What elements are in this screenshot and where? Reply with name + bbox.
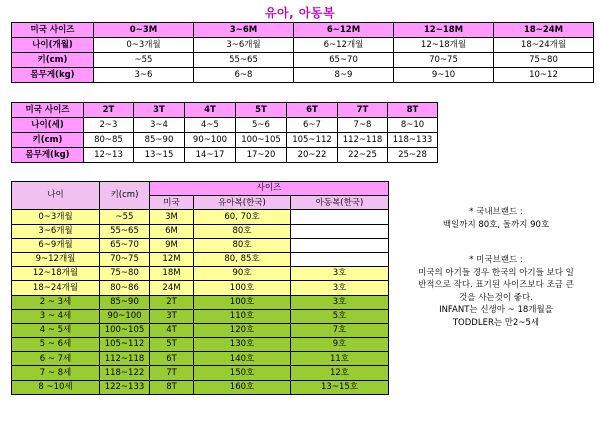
table-cell: 85~90 [100,295,150,309]
table-cell: 80호 [194,238,291,252]
table-row [12,338,389,352]
table-row [12,133,438,148]
table-cell: 100~105 [236,133,287,148]
table-cell: 22~25 [338,148,388,163]
table-cell: 8 ~10세 [12,380,100,394]
table-cell: 18~24개월 [12,281,100,295]
table-cell: 3호 [291,295,389,309]
table-cell: 80호 [194,224,291,238]
table-row [12,148,438,163]
size-header-cell: 7T [338,103,388,118]
row-header-cell: 몸무게(kg) [12,148,84,163]
table-cell: 70~75 [100,252,150,266]
row-header-cell: 미국 사이즈 [12,103,84,118]
table-cell: 150호 [194,366,291,380]
table-row [12,380,389,394]
table-cell: 8T [150,380,194,394]
table-cell: 3 ~ 4세 [12,309,100,323]
table-cell: ~55 [94,53,194,68]
table-cell: 100호 [194,281,291,295]
table-cell: 2 ~ 3세 [12,295,100,309]
table-cell: 118~133 [388,133,438,148]
size-header-cell: 8T [388,103,438,118]
table-cell: 0~3개월 [12,210,100,224]
table-cell: 9~12개월 [12,252,100,266]
table-cell: 7 ~ 8세 [12,366,100,380]
table-cell: 90~100 [185,133,236,148]
table-cell: 8~9 [294,68,394,83]
table-cell: 75~80 [100,267,150,281]
table-cell: 17~20 [236,148,287,163]
table-row [12,366,389,380]
table-row [12,224,389,238]
table-cell: 4 ~ 5세 [12,323,100,337]
table-cell: 105~112 [287,133,338,148]
table-cell: 5T [150,338,194,352]
size-header-cell: 4T [185,103,236,118]
table-row [12,252,389,266]
table-cell: 7T [150,366,194,380]
size-header-cell: 6T [287,103,338,118]
table-cell: 10~12 [494,68,594,83]
table-row [12,210,389,224]
col-header-age: 나이 [12,182,100,210]
table-row [12,53,594,68]
us-brand-line: 미국의 아기들 경우 한국의 아기들 보다 일 [418,267,574,278]
size-header-cell: 12~18M [394,23,494,38]
table-cell: 122~133 [100,380,150,394]
table-row [12,68,594,83]
table-cell: 5~6 [236,118,287,133]
us-brand-note [392,254,600,329]
table-row [12,238,389,252]
table-cell: ~55 [100,210,150,224]
table-cell: 25~28 [388,148,438,163]
table-cell: 65~70 [100,238,150,252]
table-cell: 11호 [291,352,389,366]
size-header-cell: 2T [84,103,134,118]
table-cell: 90호 [194,267,291,281]
table-cell: 6~8 [194,68,294,83]
domestic-brand-note [398,206,594,231]
size-header-cell: 3~6M [194,23,294,38]
table-cell: 2T [150,295,194,309]
table-cell: 130호 [194,338,291,352]
size-header-cell: 3T [134,103,185,118]
row-header-cell: 키(cm) [12,53,94,68]
table-cell: 18~24개월 [494,38,594,53]
size-header-cell: 18~24M [494,23,594,38]
table-cell: 18M [150,267,194,281]
size-header-cell: 6~12M [294,23,394,38]
table-row [12,281,389,295]
table-cell: 75~80 [494,53,594,68]
row-header-cell: 나이(개월) [12,38,94,53]
table-cell: 12~13 [84,148,134,163]
table-cell: 12M [150,252,194,266]
table-cell: 12~18개월 [12,267,100,281]
col-header-size: 사이즈 [150,182,389,196]
table-row [12,323,389,337]
table-row [12,267,389,281]
col-header-infant-kr: 유아복(한국) [194,196,291,210]
table-cell: 24M [150,281,194,295]
table-cell [291,252,389,266]
table-cell: 3~6 [94,68,194,83]
table-cell: 120호 [194,323,291,337]
page-title: 유아, 아동복 [264,6,336,20]
table-cell: 3M [150,210,194,224]
table-cell: 3호 [291,281,389,295]
table-row [12,38,594,53]
table-cell: 80~86 [100,281,150,295]
table-cell: 100호 [194,295,291,309]
table-cell [291,238,389,252]
table-cell: 100~105 [100,323,150,337]
table-cell: 80, 85호 [194,252,291,266]
table-cell: 55~65 [100,224,150,238]
domestic-brand-title: * 국내브랜드 : [469,207,523,217]
table-row [12,118,438,133]
size-header-cell: 0~3M [94,23,194,38]
row-header-cell: 키(cm) [12,133,84,148]
header-row [12,103,438,118]
domestic-brand-text: 백일까지 80호, 돌까지 90호 [442,219,550,230]
size-comparison-table [11,181,389,395]
table-cell: 70~75 [394,53,494,68]
table-cell: 3호 [291,267,389,281]
table-cell: 9M [150,238,194,252]
table-cell: 6M [150,224,194,238]
us-brand-line: TODDLER는 만2~5세 [452,317,540,328]
table-cell: 3~4 [134,118,185,133]
table-cell: 14~17 [185,148,236,163]
us-brand-line: 반적으로 작다. 표기된 사이즈보다 조금 큰 [418,280,574,290]
table-cell: 6~9개월 [12,238,100,252]
table-cell: 20~22 [287,148,338,163]
table-cell: 105~112 [100,338,150,352]
table-cell: 7호 [291,323,389,337]
table-cell: 3~6개월 [12,224,100,238]
table-cell: 8~10 [388,118,438,133]
col-header-us: 미국 [150,196,194,210]
row-header-cell: 미국 사이즈 [12,23,94,38]
table-cell [291,224,389,238]
table-cell: 13~15호 [291,380,389,394]
table-cell: 6~7 [287,118,338,133]
row-header-cell: 나이(세) [12,118,84,133]
table-cell: 140호 [194,352,291,366]
table-cell: 80~85 [84,133,134,148]
table-cell: 12~18개월 [394,38,494,53]
table-cell: 112~118 [338,133,388,148]
table-cell: 118~122 [100,366,150,380]
size-header-cell: 5T [236,103,287,118]
us-brand-title: * 미국브랜드 : [469,255,523,265]
table-cell: 3T [150,309,194,323]
table-cell: 9호 [291,338,389,352]
table-row [12,352,389,366]
table-cell: 4~5 [185,118,236,133]
table-cell: 6T [150,352,194,366]
col-header-child-kr: 아동복(한국) [291,196,389,210]
toddler-size-table [11,102,438,163]
us-brand-line: INFANT는 신생아 ~ 18개월을 [439,305,553,315]
table-cell: 60, 70호 [194,210,291,224]
table-cell: 13~15 [134,148,185,163]
table-row [12,295,389,309]
table-cell: 9~10 [394,68,494,83]
table-cell: 4T [150,323,194,337]
table-cell: 6~12개월 [294,38,394,53]
table-cell: 85~90 [134,133,185,148]
table-cell: 160호 [194,380,291,394]
table-row [12,309,389,323]
header-row [12,23,594,38]
col-header-height: 키(cm) [100,182,150,210]
table-cell: 55~65 [194,53,294,68]
table-cell: 2~3 [84,118,134,133]
table-cell: 90~100 [100,309,150,323]
table-cell: 110호 [194,309,291,323]
table-cell: 3~6개월 [194,38,294,53]
table-cell: 112~118 [100,352,150,366]
table-cell: 6 ~ 7세 [12,352,100,366]
table-cell: 5호 [291,309,389,323]
table-cell: 0~3개월 [94,38,194,53]
table-cell [291,210,389,224]
table-cell: 7~8 [338,118,388,133]
table-cell: 12호 [291,366,389,380]
infant-size-table [11,22,594,83]
table-cell: 65~70 [294,53,394,68]
table-cell: 5 ~ 6세 [12,338,100,352]
us-brand-line: 것을 사는것이 좋다. [459,292,533,303]
row-header-cell: 몸무게(kg) [12,68,94,83]
